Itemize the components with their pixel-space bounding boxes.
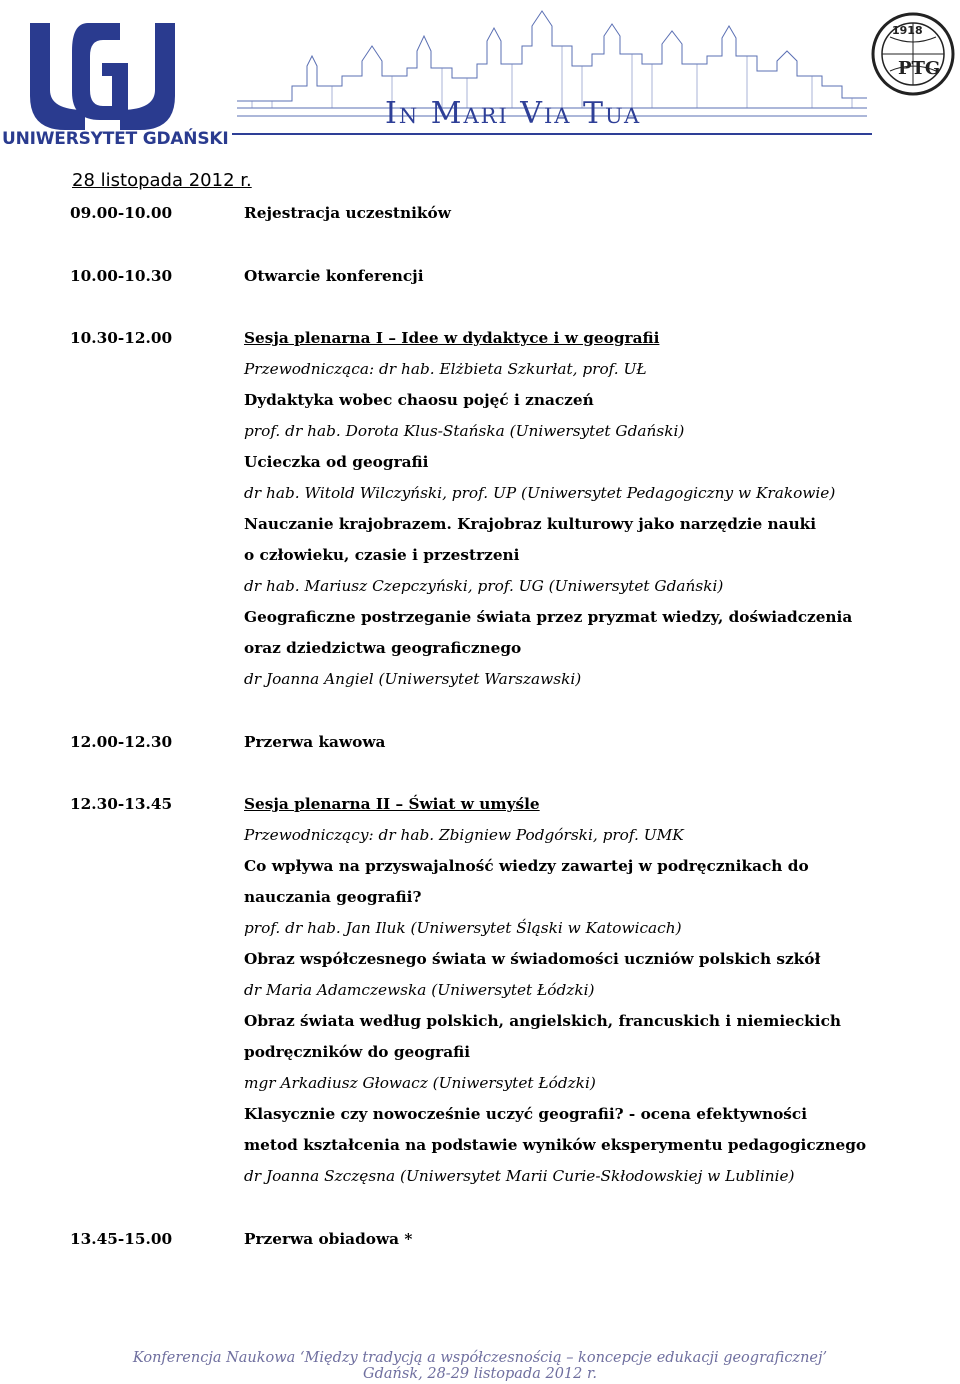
session-time: 12.30-13.45 bbox=[70, 795, 173, 813]
society-year: 1918 bbox=[892, 24, 923, 37]
talk-title: Geograficzne postrzeganie świata przez pryzmat wiedzy, doświadczenia bbox=[244, 608, 853, 626]
society-initials: PTG bbox=[898, 58, 941, 79]
session-time: 12.00-12.30 bbox=[70, 733, 173, 751]
talk-speaker: prof. dr hab. Dorota Klus-Stańska (Uniwersytet Gdański) bbox=[244, 422, 685, 440]
talk-title: oraz dziedzictwa geograficznego bbox=[244, 639, 522, 657]
session-time: 09.00-10.00 bbox=[70, 204, 173, 222]
talk-title: o człowieku, czasie i przestrzeni bbox=[244, 546, 520, 564]
session-time: 10.00-10.30 bbox=[70, 267, 173, 285]
talk-speaker: mgr Arkadiusz Głowacz (Uniwersytet Łódzki) bbox=[244, 1074, 596, 1092]
talk-title: Obraz świata według polskich, angielskich, francuskich i niemieckich bbox=[244, 1012, 842, 1030]
talk-title: Nauczanie krajobrazem. Krajobraz kulturowy jako narzędzie nauki bbox=[244, 515, 817, 533]
talk-title: Klasycznie czy nowocześnie uczyć geografii? - ocena efektywności bbox=[244, 1105, 808, 1123]
talk-title: Co wpływa na przyswajalność wiedzy zawartej w podręcznikach do bbox=[244, 857, 809, 875]
session-title: Sesja plenarna I – Idee w dydaktyce i w geografii bbox=[244, 329, 660, 347]
session-time: 10.30-12.00 bbox=[70, 329, 173, 347]
talk-title: Ucieczka od geografii bbox=[244, 453, 429, 471]
agenda-item-title: Przerwa kawowa bbox=[244, 733, 386, 751]
talk-title: Dydaktyka wobec chaosu pojęć i znaczeń bbox=[244, 391, 594, 409]
motto: In Mari Via Tua bbox=[385, 96, 642, 131]
talk-speaker: dr Joanna Angiel (Uniwersytet Warszawski) bbox=[244, 670, 582, 688]
agenda-item-title: Otwarcie konferencji bbox=[244, 267, 424, 285]
talk-speaker: dr hab. Mariusz Czepczyński, prof. UG (Uniwersytet Gdański) bbox=[244, 577, 724, 595]
university-name: UNIWERSYTET GDAŃSKI bbox=[2, 129, 229, 149]
footer-date-place: Gdańsk, 28-29 listopada 2012 r. bbox=[363, 1366, 597, 1382]
talk-speaker: prof. dr hab. Jan Iluk (Uniwersytet Śląski w Katowicach) bbox=[244, 919, 682, 937]
talk-title: podręczników do geografii bbox=[244, 1043, 471, 1061]
page-header bbox=[0, 0, 960, 150]
talk-speaker: dr Maria Adamczewska (Uniwersytet Łódzki) bbox=[244, 981, 595, 999]
footer-conference-title: Konferencja Naukowa ‘Między tradycją a współczesnością – koncepcje edukacji geograficznej’ bbox=[132, 1350, 828, 1366]
society-emblem bbox=[868, 4, 958, 108]
talk-speaker: dr Joanna Szczęsna (Uniwersytet Marii Curie-Skłodowskiej w Lublinie) bbox=[244, 1167, 795, 1185]
session-chair: Przewodniczący: dr hab. Zbigniew Podgórski, prof. UMK bbox=[244, 826, 684, 844]
session-title: Sesja plenarna II – Świat w umyśle bbox=[244, 795, 540, 813]
talk-title: nauczania geografii? bbox=[244, 888, 422, 906]
date-heading: 28 listopada 2012 r. bbox=[72, 170, 252, 191]
talk-title: metod kształcenia na podstawie wyników eksperymentu pedagogicznego bbox=[244, 1136, 867, 1154]
talk-speaker: dr hab. Witold Wilczyński, prof. UP (Uniwersytet Pedagogiczny w Krakowie) bbox=[244, 484, 836, 502]
talk-title: Obraz współczesnego świata w świadomości uczniów polskich szkół bbox=[244, 950, 821, 968]
session-time: 13.45-15.00 bbox=[70, 1230, 173, 1248]
agenda-item-title: Rejestracja uczestników bbox=[244, 204, 451, 222]
agenda-item-title: Przerwa obiadowa * bbox=[244, 1230, 413, 1248]
session-chair: Przewodnicząca: dr hab. Elżbieta Szkurłat, prof. UŁ bbox=[244, 360, 647, 378]
